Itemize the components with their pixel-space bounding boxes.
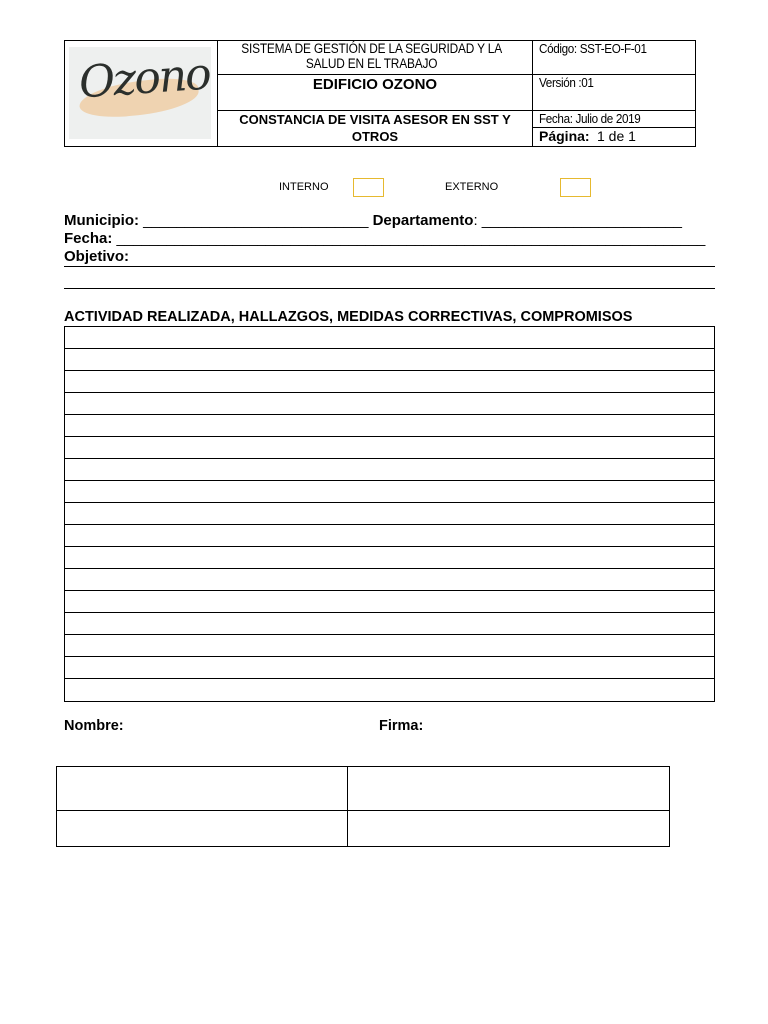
internal-checkbox[interactable]: [353, 178, 384, 197]
code-cell: [533, 41, 695, 75]
page-label: Página:: [539, 128, 590, 144]
activity-row[interactable]: [65, 591, 714, 613]
fecha-row: [64, 230, 705, 247]
municipio-label: Municipio:: [64, 212, 139, 229]
internal-label: INTERNO: [279, 181, 329, 193]
objetivo-label: Objetivo:: [64, 248, 130, 265]
activity-row[interactable]: [65, 371, 714, 393]
activity-row[interactable]: [65, 481, 714, 503]
header-table: [64, 40, 696, 147]
activity-row[interactable]: [65, 503, 714, 525]
logo-cell: [65, 41, 218, 146]
activity-row[interactable]: [65, 415, 714, 437]
departamento-input[interactable]: ________________________: [481, 212, 683, 229]
document-title-line1: CONSTANCIA DE VISITA ASESOR EN SST Y: [239, 112, 511, 127]
activity-row[interactable]: [65, 657, 714, 679]
building-cell: [218, 75, 532, 111]
page-cell: [533, 128, 695, 146]
header-middle: [218, 41, 533, 146]
company-logo: Ozono: [77, 48, 212, 109]
activity-table: [64, 326, 715, 702]
activity-row[interactable]: [65, 569, 714, 591]
date-cell: [533, 111, 695, 128]
document-title-line2: OTROS: [351, 129, 399, 144]
header-right: [533, 41, 695, 146]
signature-sign-cell-1[interactable]: [348, 767, 669, 811]
objetivo-line-1[interactable]: [64, 266, 715, 267]
activity-row[interactable]: [65, 349, 714, 371]
municipio-input[interactable]: ___________________________: [143, 212, 369, 229]
system-title: SISTEMA DE GESTIÓN DE LA SEGURIDAD Y LA SALUD EN EL TRABAJO: [241, 41, 502, 71]
document-code: Código: SST-EO-F-01: [539, 41, 647, 56]
activity-row[interactable]: [65, 437, 714, 459]
activity-row[interactable]: [65, 547, 714, 569]
activity-row[interactable]: [65, 525, 714, 547]
system-title-cell: [218, 41, 532, 75]
fecha-label: Fecha:: [64, 230, 113, 247]
signature-sign-cell-2[interactable]: [348, 811, 669, 846]
document-date: Fecha: Julio de 2019: [539, 111, 641, 126]
departamento-colon: :: [473, 212, 478, 229]
signature-name-cell-1[interactable]: [57, 767, 348, 811]
name-label: Nombre:: [64, 718, 124, 734]
version-cell: [533, 75, 695, 111]
activity-row[interactable]: [65, 635, 714, 657]
signature-label: Firma:: [379, 718, 424, 734]
activity-row[interactable]: [65, 679, 714, 701]
signature-table: [56, 766, 670, 847]
activity-row[interactable]: [65, 459, 714, 481]
building-name: EDIFICIO OZONO: [312, 76, 438, 93]
signature-name-cell-2[interactable]: [57, 811, 348, 846]
document-title-cell: [218, 111, 532, 146]
document-version: Versión :01: [539, 75, 594, 90]
page-value: 1 de 1: [597, 128, 636, 144]
departamento-label: Departamento: [372, 212, 474, 229]
activity-section-title: ACTIVIDAD REALIZADA, HALLAZGOS, MEDIDAS CORRECTIVAS, COMPROMISOS: [64, 309, 633, 325]
external-label: EXTERNO: [445, 181, 499, 193]
municipio-row: [64, 212, 682, 229]
activity-row[interactable]: [65, 393, 714, 415]
activity-row[interactable]: [65, 613, 714, 635]
activity-row[interactable]: [65, 327, 714, 349]
fecha-input[interactable]: _______________________________________________________________________: [116, 230, 706, 247]
external-checkbox[interactable]: [560, 178, 591, 197]
objetivo-line-2[interactable]: [64, 288, 715, 289]
